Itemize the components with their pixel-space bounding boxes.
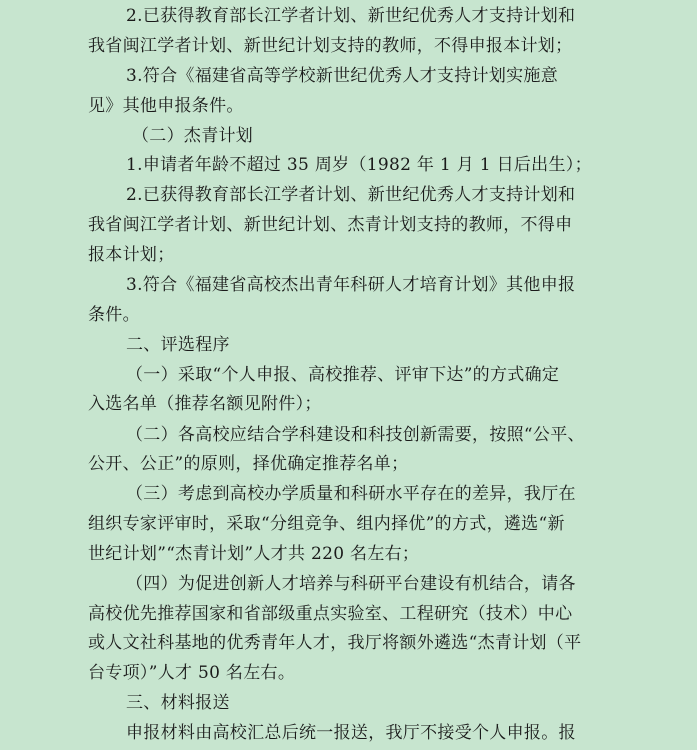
text-line: （四）为促进创新人才培养与科研平台建设有机结合，请各	[126, 574, 576, 594]
text-line: 报本计划；	[88, 245, 175, 265]
text-line: （二）各高校应结合学科建设和科技创新需要，按照“公平、	[126, 425, 585, 445]
text-line: 条件。	[88, 305, 140, 325]
text-line: 或人文社科基地的优秀青年人才，我厅将额外遴选“杰青计划（平	[88, 633, 582, 653]
text-line: 申报材料由高校汇总后统一报送，我厅不接受个人申报。报	[126, 723, 576, 743]
text-line: （三）考虑到高校办学质量和科研水平存在的差异，我厅在	[126, 484, 576, 504]
text-line: 我省闽江学者计划、新世纪计划支持的教师，不得申报本计划；	[88, 36, 573, 56]
text-line: 世纪计划”“杰青计划”人才共 220 名左右；	[88, 544, 420, 564]
text-line: 3.符合《福建省高等学校新世纪优秀人才支持计划实施意	[126, 66, 559, 86]
text-line: （一）采取“个人申报、高校推荐、评审下达”的方式确定	[126, 365, 560, 385]
text-line: 3.符合《福建省高校杰出青年科研人才培育计划》其他申报	[126, 275, 576, 295]
subsection-heading: （二）杰青计划	[132, 126, 254, 146]
text-line: 组织专家评审时，采取“分组竞争、组内择优”的方式，遴选“新	[88, 514, 565, 534]
section-heading: 二、评选程序	[126, 335, 230, 355]
text-line: 台专项）”人才 50 名左右。	[88, 663, 296, 683]
text-line: 高校优先推荐国家和省部级重点实验室、工程研究（技术）中心	[88, 604, 573, 624]
text-line: 2.已获得教育部长江学者计划、新世纪优秀人才支持计划和	[126, 185, 576, 205]
text-line: 2.已获得教育部长江学者计划、新世纪优秀人才支持计划和	[126, 6, 576, 26]
text-line: 我省闽江学者计划、新世纪计划、杰青计划支持的教师，不得申	[88, 215, 573, 235]
text-line: 1.申请者年龄不超过 35 周岁（1982 年 1 月 1 日后出生）；	[126, 155, 592, 175]
text-line: 公开、公正”的原则，择优确定推荐名单；	[88, 454, 409, 474]
text-line: 入选名单（推荐名额见附件）；	[88, 394, 322, 414]
text-line: 见》其他申报条件。	[88, 96, 244, 116]
section-heading: 三、材料报送	[126, 693, 230, 713]
